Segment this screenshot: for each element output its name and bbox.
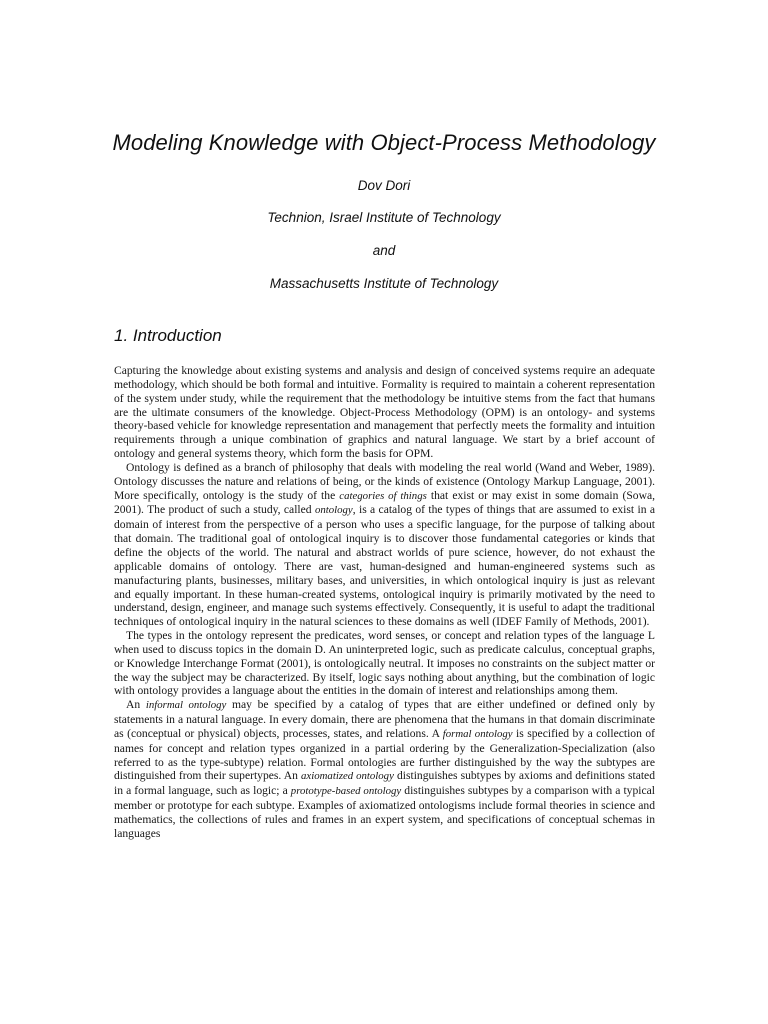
paragraph-2-text: , is a catalog of the types of things that are assumed to exist in a domain of interest from the perspective of a person who uses a specific language, for the purpose of talking about that domain. The traditional goal of ontological inquiry is to discover those fundamental categories or kinds that define the objects of the world. The natural and abstract worlds of pure science, however, do not exhaust the applicable domains of ontology. There are vast, human-designed and human-engineered systems such as manufacturing plants, businesses, military bases, and universities, in which ontological inquiry is just as relevant and equally important. In these human-created systems, ontological inquiry is primarily motivated by the need to understand, design, engineer, and manage such systems effectively. Consequently, it is useful to adapt the traditional techniques of ontological inquiry in the natural sciences to these domains as well (IDEF Family of Methods, 2001).	[114, 503, 655, 629]
term-categories-of-things: categories of things	[339, 489, 427, 502]
affiliation-1: Technion, Israel Institute of Technology	[267, 210, 501, 225]
paper-title: Modeling Knowledge with Object-Process Methodology	[112, 130, 656, 155]
section-heading: 1. Introduction	[114, 326, 222, 345]
paragraph-4	[114, 698, 655, 840]
term-formal-ontology: formal ontology	[442, 727, 513, 740]
paragraph-4-text: is specified by a collection of names for concept and relation types organized in a partial ordering by the Generalization-Specialization (also referred to as the type-subtype) relation. Formal ontologies are further distinguished by the way the subtypes are distinguished from their supertypes. An	[114, 726, 655, 783]
author-name: Dov Dori	[357, 178, 411, 193]
affiliation-conjunction: and	[372, 243, 396, 258]
paragraph-2-text: Ontology is defined as a branch of philosophy that deals with modeling the real world (Wand and Weber, 1989). Ontology discusses the nature and relations of being, or the kinds of existence (Ontology Markup Language, 2001). More specifically, ontology is the study of the	[114, 460, 655, 502]
body-text	[114, 364, 655, 841]
paragraph-4-text: may be specified by a catalog of types that are either undefined or defined only by statements in a natural language. In every domain, there are phenomena that the humans in that domain discriminate as (conceptual or physical) objects, processes, states, and relations. A	[114, 698, 655, 740]
paragraph-3: The types in the ontology represent the predicates, word senses, or concept and relation types of the language L when used to discuss topics in the domain D. An uninterpreted logic, such as predicate calculus, conceptual graphs, or Knowledge Interchange Format (2001), is ontologically neutral. It imposes no constraints on the subject matter or the way the subject may be characterized. By itself, logic says nothing about anything, but the combination of logic with ontology provides a language about the entities in the domain of interest and relationships among them.	[114, 629, 655, 698]
paragraph-2	[114, 461, 655, 629]
paragraph-2-text: that exist or may exist in some domain (Sowa, 2001). The product of such a study, called	[114, 488, 656, 517]
term-ontology: ontology	[314, 504, 353, 517]
paragraph-4-text: distinguishes subtypes by a comparison with a typical member or prototype for each subtype. Examples of axiomatized ontologisms include formal theories in science and mathematics, the collections of rules and frames in an expert system, and specifications of conceptual schemas in languages	[114, 784, 656, 840]
term-axiomatized-ontology: axiomatized ontology	[301, 770, 394, 783]
term-prototype-based-ontology: prototype-based ontology	[290, 785, 402, 798]
paragraph-1: Capturing the knowledge about existing systems and analysis and design of conceived systems require an adequate methodology, which should be both formal and intuitive. Formality is required to maintain a coherent representation of the system under study, while the requirement that the methodology be intuitive stems from the fact that humans are the ultimate consumers of the knowledge. Object-Process Methodology (OPM) is an ontology- and systems theory-based vehicle for knowledge representation and management that perfectly meets the formality and intuition requirements through a unique combination of graphics and natural language. We start by a brief account of ontology and general systems theory, which form the basis for OPM.	[114, 364, 655, 461]
term-informal-ontology: informal ontology	[145, 699, 227, 712]
paragraph-4-text: An	[126, 698, 146, 712]
paragraph-4-text: distinguishes subtypes by axioms and definitions stated in a formal language, such as logic; a	[114, 769, 656, 798]
affiliation-2: Massachusetts Institute of Technology	[269, 276, 499, 291]
